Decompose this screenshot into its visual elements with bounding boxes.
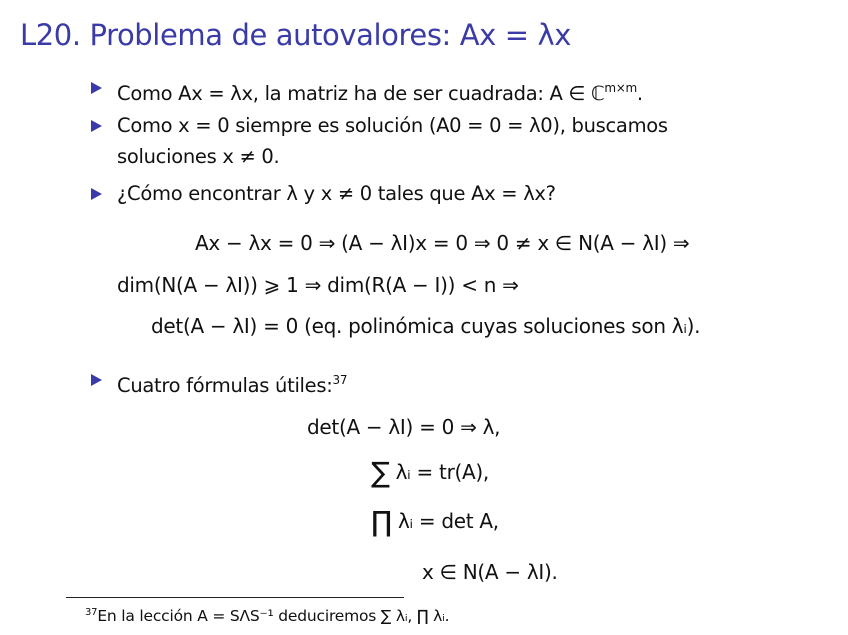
slide-title: L20. Problema de autovalores: Ax = λx	[20, 18, 571, 52]
footnote-reference: 37	[332, 373, 348, 387]
product-symbol: ∏	[371, 505, 392, 538]
derivation-line-3: det(A − λI) = 0 (eq. polinómica cuyas soluciones son λᵢ).	[151, 314, 701, 338]
bullet-4-text: Cuatro fórmulas útiles:	[117, 374, 333, 397]
derivation-line-1: Ax − λx = 0 ⇒ (A − λI)x = 0 ⇒ 0 ≠ x ∈ N(A − λI) ⇒	[195, 231, 690, 255]
bullet-4	[117, 364, 347, 402]
bullet-1-end: .	[636, 82, 643, 105]
footnote	[85, 607, 449, 625]
footnote-text: En la lección A = SΛS⁻¹ deduciremos ∑ λᵢ, ∏ λᵢ.	[97, 607, 450, 625]
formula-1: det(A − λI) = 0 ⇒ λ,	[307, 415, 501, 439]
formula-3	[371, 505, 499, 538]
bullet-triangle-icon	[91, 188, 102, 200]
bullet-1-superscript: m×m	[604, 81, 637, 95]
bullet-2-line1: Como x = 0 siempre es solución (A0 = 0 = λ0), buscamos	[117, 114, 668, 137]
formula-2	[371, 456, 489, 489]
bullet-1-text: Como Ax = λx, la matriz ha de ser cuadrada: A ∈ ℂ	[117, 82, 605, 105]
bullet-triangle-icon	[91, 82, 102, 94]
formula-4: x ∈ N(A − λI).	[422, 560, 558, 584]
bullet-1	[117, 72, 643, 110]
bullet-triangle-icon	[91, 120, 102, 132]
bullet-3-text: ¿Cómo encontrar λ y x ≠ 0 tales que Ax = λx?	[117, 182, 556, 205]
derivation-line-2: dim(N(A − λI)) ⩾ 1 ⇒ dim(R(A − I)) < n ⇒	[117, 273, 519, 297]
formula-2-rest: λᵢ = tr(A),	[395, 460, 489, 484]
sum-symbol: ∑	[371, 456, 390, 489]
bullet-triangle-icon	[91, 374, 102, 386]
bullet-2-line2: soluciones x ≠ 0.	[117, 145, 280, 168]
footnote-mark: 37	[85, 607, 98, 618]
footnote-divider	[66, 597, 404, 598]
formula-3-rest: λᵢ = det A,	[397, 509, 499, 533]
